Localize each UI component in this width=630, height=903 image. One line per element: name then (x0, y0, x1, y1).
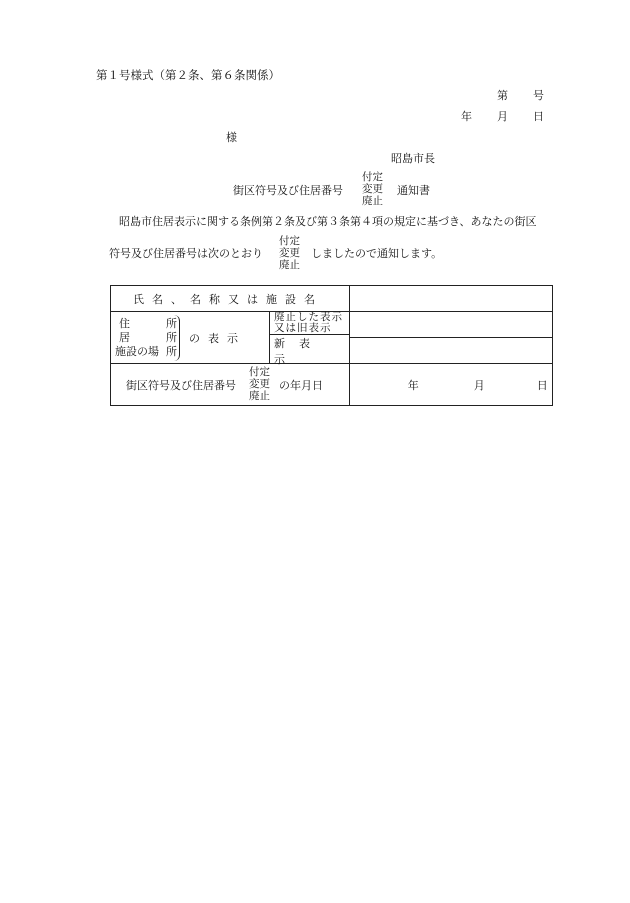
body-line1: 昭島市住居表示に関する条例第２条及び第３条第４項の規定に基づき、あなたの街区 (119, 215, 537, 228)
date-value-day: 日 (536, 379, 548, 392)
name-value-cell (349, 286, 552, 312)
choice-fuchi: 付定 (249, 366, 270, 378)
date-value-cell (349, 364, 552, 406)
choice-fuchi: 付定 (279, 235, 300, 247)
choice-henko: 変更 (279, 247, 300, 259)
doc-number-go: 号 (533, 89, 544, 102)
doc-number-dai: 第 (497, 89, 508, 102)
label-jusho: 住 所 (119, 316, 177, 330)
body-choices (279, 235, 300, 271)
choice-henko: 変更 (362, 183, 383, 195)
choice-haishi: 廃止 (362, 195, 383, 207)
issuer: 昭島市長 (391, 152, 435, 165)
body-line2-post: しましたので通知します。 (311, 247, 443, 260)
date-row-suffix: の年月日 (279, 379, 323, 392)
title-choices (362, 171, 383, 207)
title-subject: 街区符号及び住居番号 (233, 184, 343, 197)
name-label: 氏名、名称又は施設名 (133, 292, 323, 306)
date-label-cell (111, 364, 350, 406)
label-kyosho: 居 所 (119, 330, 177, 344)
date-value-month: 月 (473, 379, 485, 392)
addressee-suffix: 様 (226, 131, 237, 144)
date-row-choices (249, 366, 270, 402)
date-row-subject: 街区符号及び住居番号 (126, 379, 236, 392)
label-shisetsu: 施設の場 所 (115, 344, 177, 358)
new-display-label: 新表示 (274, 337, 324, 366)
no-hyoji: の表示 (189, 331, 246, 345)
address-label-cell (111, 312, 350, 364)
address-value-cell (349, 312, 552, 364)
old-display-value (350, 312, 552, 338)
choice-henko: 変更 (249, 378, 270, 390)
address-brace-group (111, 315, 180, 361)
old-display-label: 廃止した表示 又は旧表示 (270, 312, 349, 335)
date-value-year: 年 (407, 379, 419, 392)
notification-table (110, 285, 553, 406)
name-label-cell (111, 286, 350, 312)
form-id: 第１号様式（第２条、第６条関係） (96, 68, 280, 82)
date-year: 年 (461, 110, 472, 123)
body-line2-pre: 符号及び住居番号は次のとおり (109, 247, 263, 260)
title-doc: 通知書 (397, 184, 430, 197)
date-day: 日 (533, 110, 544, 123)
choice-haishi: 廃止 (249, 390, 270, 402)
new-display-value (350, 338, 552, 363)
choice-haishi: 廃止 (279, 259, 300, 271)
choice-fuchi: 付定 (362, 171, 383, 183)
date-month: 月 (497, 110, 508, 123)
